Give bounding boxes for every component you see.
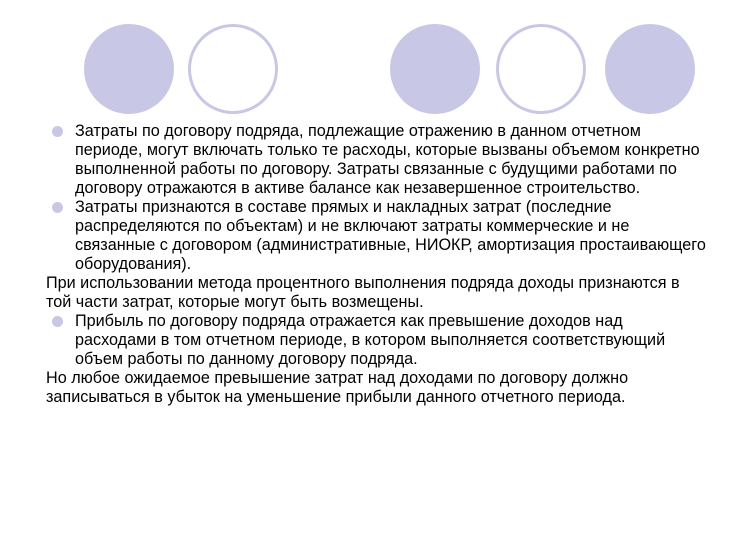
bullet-text: Затраты признаются в составе прямых и накладных затрат (последние распределяются по объектам) и не включают затраты коммерческие и не связанные с договором (административные, НИОКР, амортизация простаивающего оборудования). (75, 198, 706, 273)
paragraph-text: Но любое ожидаемое превышение затрат над доходами по договору должно записываться в убыток на уменьшение прибыли данного отчетного периода. (46, 369, 629, 406)
bullet-text: Прибыль по договору подряда отражается как превышение доходов над расходами в том отчетном периоде, в котором выполняется соответствующий объем работы по данному договору подряда. (75, 312, 666, 368)
decor-circle-5 (605, 24, 695, 114)
bullet-icon (52, 126, 63, 137)
bullet-icon (52, 316, 63, 327)
decor-circle-4 (496, 24, 586, 114)
decor-circle-3 (390, 24, 480, 114)
decor-circle-2 (188, 24, 278, 114)
bullet-item (46, 312, 706, 369)
bullet-item (46, 122, 706, 198)
bullet-item (46, 198, 706, 274)
bullet-icon (52, 202, 63, 213)
paragraph-text: При использовании метода процентного выполнения подряда доходы признаются в той части затрат, которые могут быть возмещены. (46, 274, 680, 311)
decor-circle-1 (84, 24, 174, 114)
bullet-text: Затраты по договору подряда, подлежащие отражению в данном отчетном периоде, могут включать только те расходы, которые вызваны объемом конкретно выполненной работы по договору. Затраты связанные с будущими работами по договору отражаются в активе балансе как незавершенное строительство. (75, 122, 700, 197)
slide-body (46, 122, 706, 407)
